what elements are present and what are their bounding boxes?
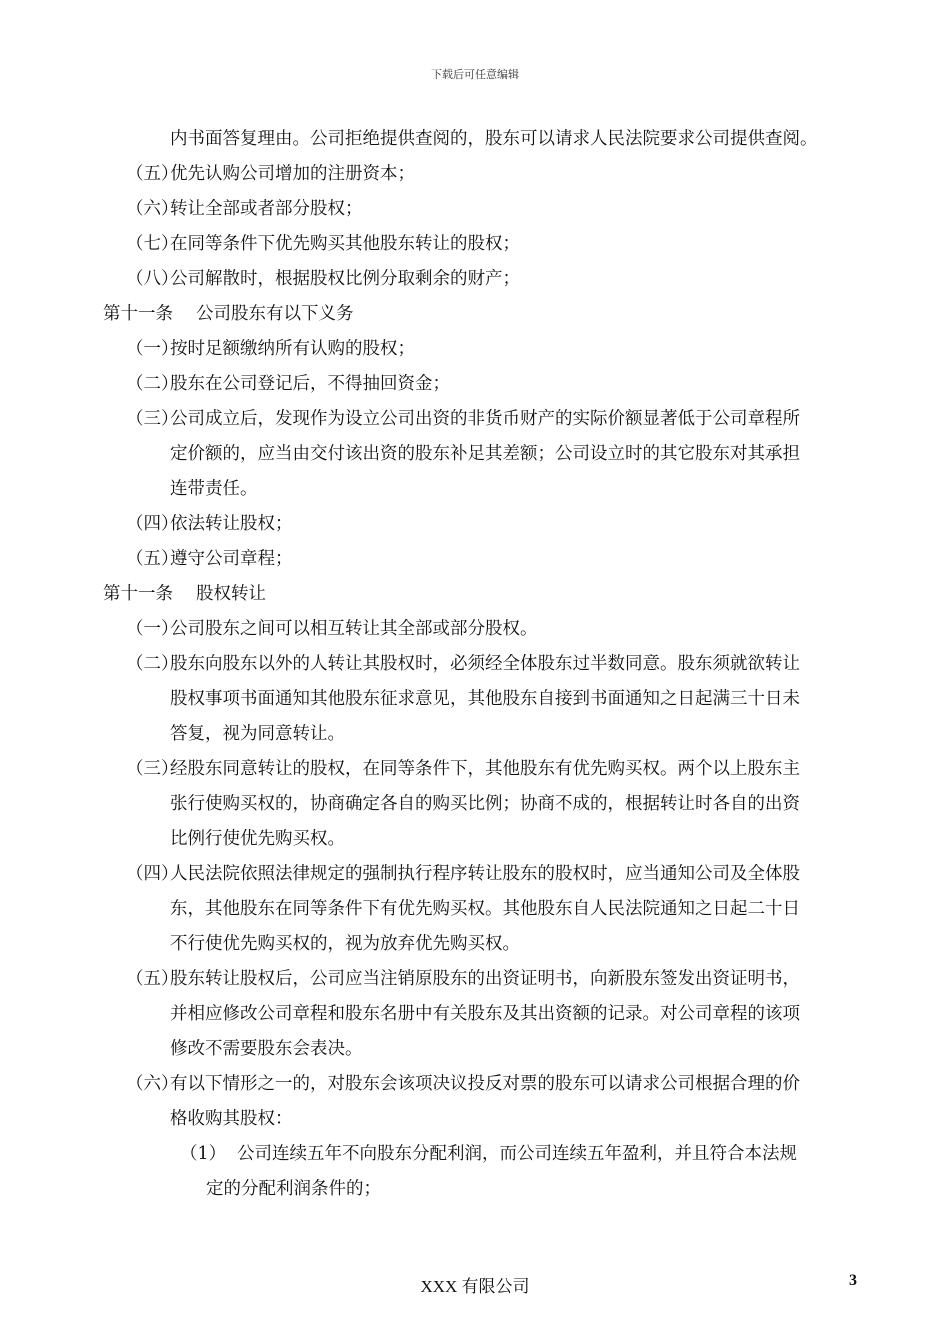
page-number: 3 bbox=[849, 1272, 857, 1289]
text-line: 按时足额缴纳所有认购的股权； bbox=[170, 339, 415, 359]
text-line: 转让全部或者部分股权； bbox=[170, 199, 363, 219]
item-number: （四） bbox=[126, 864, 179, 884]
text-line: 公司连续五年不向股东分配利润，而公司连续五年盈利，并且符合本法规 bbox=[237, 1144, 797, 1164]
item-number: （二） bbox=[126, 374, 179, 394]
item-number: （一） bbox=[126, 619, 179, 639]
item-number: （六） bbox=[126, 199, 179, 219]
text-line: 经股东同意转让的股权，在同等条件下，其他股东有优先购买权。两个以上股东主 bbox=[170, 759, 800, 779]
text-line: 定的分配利润条件的； bbox=[206, 1179, 381, 1199]
text-line: 定价额的，应当由交付该出资的股东补足其差额；公司设立时的其它股东对其承担 bbox=[170, 444, 800, 464]
text-line: 格收购其股权： bbox=[170, 1109, 293, 1129]
text-line: 依法转让股权； bbox=[170, 514, 293, 534]
item-number: （六） bbox=[126, 1074, 179, 1094]
text-line: 内书面答复理由。公司拒绝提供查阅的，股东可以请求人民法院要求公司提供查阅。 bbox=[170, 129, 818, 149]
text-line: 并相应修改公司章程和股东名册中有关股东及其出资额的记录。对公司章程的该项 bbox=[170, 1004, 800, 1024]
text-line: 优先认购公司增加的注册资本； bbox=[170, 164, 415, 184]
text-line: 公司股东之间可以相互转让其全部或部分股权。 bbox=[170, 619, 538, 639]
item-number: （五） bbox=[126, 549, 179, 569]
article-heading: 第十一条 股权转让 bbox=[103, 584, 267, 604]
item-number: （五） bbox=[126, 164, 179, 184]
item-number: （三） bbox=[126, 759, 179, 779]
page-header: 下载后可任意编辑 bbox=[431, 68, 519, 81]
text-line: 有以下情形之一的，对股东会该项决议投反对票的股东可以请求公司根据合理的价 bbox=[170, 1074, 800, 1094]
item-number: （七） bbox=[126, 234, 179, 254]
text-line: 不行使优先购买权的，视为放弃优先购买权。 bbox=[170, 934, 520, 954]
text-line: 修改不需要股东会表决。 bbox=[170, 1039, 363, 1059]
article-heading: 第十一条 公司股东有以下义务 bbox=[103, 304, 354, 324]
text-line: 答复，视为同意转让。 bbox=[170, 724, 345, 744]
sub-item-number: （1） bbox=[180, 1144, 227, 1164]
footer-company: XXX 有限公司 bbox=[420, 1277, 530, 1296]
text-line: 股东向股东以外的人转让其股权时，必须经全体股东过半数同意。股东须就欲转让 bbox=[170, 654, 800, 674]
text-line: 公司解散时，根据股权比例分取剩余的财产； bbox=[170, 269, 520, 289]
item-number: （三） bbox=[126, 409, 179, 429]
text-line: 公司成立后，发现作为设立公司出资的非货币财产的实际价额显著低于公司章程所 bbox=[170, 409, 800, 429]
item-number: （二） bbox=[126, 654, 179, 674]
text-line: 人民法院依照法律规定的强制执行程序转让股东的股权时，应当通知公司及全体股 bbox=[170, 864, 800, 884]
text-line: 比例行使优先购买权。 bbox=[170, 829, 345, 849]
text-line: 东，其他股东在同等条件下有优先购买权。其他股东自人民法院通知之日起二十日 bbox=[170, 899, 800, 919]
item-number: （八） bbox=[126, 269, 179, 289]
text-line: 在同等条件下优先购买其他股东转让的股权； bbox=[170, 234, 520, 254]
item-number: （五） bbox=[126, 969, 179, 989]
text-line: 股东在公司登记后，不得抽回资金； bbox=[170, 374, 450, 394]
text-line: 连带责任。 bbox=[170, 479, 258, 499]
item-number: （一） bbox=[126, 339, 179, 359]
item-number: （四） bbox=[126, 514, 179, 534]
text-line: 遵守公司章程； bbox=[170, 549, 293, 569]
text-line: 股东转让股权后，公司应当注销原股东的出资证明书，向新股东签发出资证明书， bbox=[170, 969, 800, 989]
text-line: 股权事项书面通知其他股东征求意见，其他股东自接到书面通知之日起满三十日未 bbox=[170, 689, 800, 709]
text-line: 张行使购买权的，协商确定各自的购买比例；协商不成的，根据转让时各自的出资 bbox=[170, 794, 800, 814]
